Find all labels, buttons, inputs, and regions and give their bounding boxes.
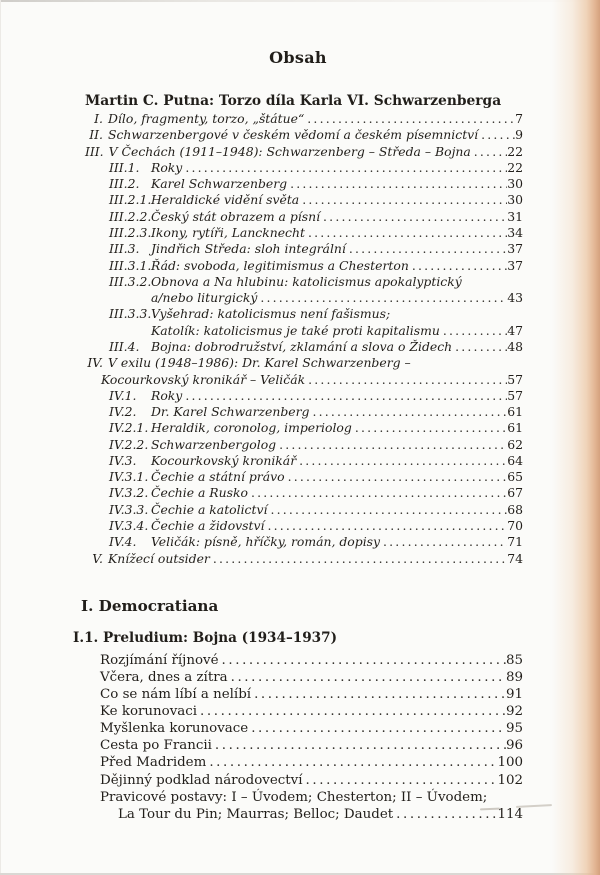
entry-page: 61 bbox=[507, 420, 523, 436]
dot-leader bbox=[264, 518, 507, 534]
toc-row bbox=[85, 258, 523, 274]
entry-number: V. bbox=[92, 550, 103, 566]
entry-page: 95 bbox=[505, 721, 523, 737]
toc-row bbox=[85, 485, 523, 501]
entry-number: III.1. bbox=[109, 159, 140, 175]
toc-row bbox=[85, 388, 523, 404]
entry-page: 62 bbox=[507, 436, 523, 452]
entry-title: V Čechách (1911–1948): Schwarzenberg – Středa – Bojna bbox=[108, 143, 471, 159]
entry-title: Čechie a katolictví bbox=[151, 501, 268, 517]
toc-row bbox=[85, 420, 523, 436]
entry-number: III.3.2. bbox=[109, 273, 152, 289]
toc-row bbox=[73, 754, 523, 771]
entry-title: Před Madridem bbox=[100, 755, 207, 771]
toc-row bbox=[73, 703, 523, 720]
scan-edge-left bbox=[0, 0, 1, 875]
toc-row bbox=[85, 274, 523, 290]
dot-leader bbox=[346, 241, 507, 257]
toc-row bbox=[73, 720, 523, 737]
entry-title: Co se nám líbí a nelíbí bbox=[100, 687, 252, 703]
entry-number: IV.1. bbox=[109, 387, 137, 403]
toc-row bbox=[85, 144, 523, 160]
entry-title: Heraldické vidění světa bbox=[151, 192, 300, 208]
toc-row bbox=[85, 127, 523, 143]
dot-leader bbox=[285, 469, 508, 485]
toc-row bbox=[85, 192, 523, 208]
entry-title: Pravicové postavy: I – Úvodem; Chesterton; II – Úvodem; bbox=[100, 789, 488, 805]
entry-page: 37 bbox=[507, 241, 523, 257]
dot-leader bbox=[320, 209, 507, 225]
toc-row bbox=[85, 453, 523, 469]
entry-title: a/nebo liturgický bbox=[151, 290, 258, 306]
dot-leader bbox=[409, 258, 507, 274]
entry-page: 48 bbox=[507, 338, 523, 354]
entry-title: Český stát obrazem a písní bbox=[151, 208, 321, 224]
entry-title: Ke korunovaci bbox=[100, 704, 198, 720]
entry-page: 9 bbox=[515, 127, 523, 143]
entry-title: Čechie a státní právo bbox=[151, 469, 285, 485]
toc-row bbox=[85, 241, 523, 257]
entry-number: III.3.3. bbox=[109, 306, 152, 322]
entry-page: 57 bbox=[507, 371, 523, 387]
entry-title: Myšlenka korunovace bbox=[100, 721, 249, 737]
toc-row bbox=[85, 551, 523, 567]
entry-page: 61 bbox=[507, 404, 523, 420]
entry-number: III.4. bbox=[109, 338, 140, 354]
entry-number: III.2.3. bbox=[109, 224, 152, 240]
entry-number: IV.3.3. bbox=[109, 501, 149, 517]
entry-title: Roky bbox=[151, 159, 183, 175]
dot-leader bbox=[299, 192, 507, 208]
entry-number: III.2.1. bbox=[109, 192, 152, 208]
page-title: Obsah bbox=[269, 48, 327, 67]
toc-row bbox=[85, 290, 523, 306]
entry-title: Veličák: písně, hříčky, román, dopisy bbox=[151, 534, 381, 550]
toc-row bbox=[85, 502, 523, 518]
entry-number: IV.2.1. bbox=[109, 420, 149, 436]
entry-number: III.3.1. bbox=[109, 257, 152, 273]
entry-page: 31 bbox=[507, 208, 523, 224]
toc-list bbox=[73, 111, 523, 567]
entry-number: I. bbox=[94, 111, 103, 126]
toc-row bbox=[85, 404, 523, 420]
toc-row bbox=[85, 469, 523, 485]
entry-page: 43 bbox=[507, 290, 523, 306]
entry-page: 96 bbox=[505, 738, 523, 754]
entry-number: III. bbox=[85, 143, 104, 159]
entry-title: Čechie a židovství bbox=[151, 518, 265, 534]
dot-leader bbox=[440, 323, 507, 339]
dot-leader bbox=[471, 144, 507, 160]
toc-row bbox=[73, 669, 523, 686]
toc-row bbox=[85, 437, 523, 453]
toc-page-content bbox=[73, 48, 523, 823]
entry-page: 92 bbox=[505, 704, 523, 720]
toc-row bbox=[85, 323, 523, 339]
entry-page: 114 bbox=[497, 806, 523, 822]
entry-title: V exilu (1948–1986): Dr. Karel Schwarzenberg – bbox=[108, 355, 411, 371]
entry-page: 30 bbox=[507, 176, 523, 192]
entry-page: 22 bbox=[507, 143, 523, 159]
toc-row bbox=[73, 789, 523, 806]
entry-title: La Tour du Pin; Maurras; Belloc; Daudet bbox=[118, 806, 394, 822]
toc-row bbox=[85, 306, 523, 322]
entry-title: Obnova a Na hlubinu: katolicismus apokalyptický bbox=[151, 273, 462, 289]
section-heading: I. Democratiana bbox=[81, 596, 219, 615]
entry-title: Karel Schwarzenberg bbox=[151, 176, 288, 192]
toc-row bbox=[85, 176, 523, 192]
dot-leader bbox=[452, 339, 507, 355]
scan-edge-top bbox=[0, 0, 600, 2]
entry-page: 22 bbox=[507, 159, 523, 175]
toc-row bbox=[73, 652, 523, 669]
dot-leader bbox=[228, 669, 506, 686]
dot-leader bbox=[478, 127, 515, 143]
dot-leader bbox=[305, 372, 507, 388]
entry-title: Knížecí outsider bbox=[108, 550, 210, 566]
entry-number: III.3. bbox=[109, 241, 140, 257]
dot-leader bbox=[267, 502, 507, 518]
entry-number: IV. bbox=[87, 355, 103, 371]
entry-title: Řád: svoboda, legitimismus a Chesterton bbox=[151, 257, 409, 273]
toc-row bbox=[85, 518, 523, 534]
toc-row bbox=[73, 686, 523, 703]
entry-page: 89 bbox=[505, 669, 523, 685]
entry-title: Vyšehrad: katolicismus není fašismus; bbox=[151, 306, 391, 322]
toc-row bbox=[85, 111, 523, 127]
chapter-heading: Martin C. Putna: Torzo díla Karla VI. Schwarzenberga bbox=[85, 93, 502, 109]
entry-title: Cesta po Francii bbox=[100, 738, 212, 754]
dot-leader bbox=[182, 160, 507, 176]
entry-number: II. bbox=[89, 127, 103, 143]
dot-leader bbox=[380, 534, 507, 550]
toc-row bbox=[73, 737, 523, 754]
dot-leader bbox=[276, 437, 507, 453]
dot-leader bbox=[248, 720, 506, 737]
dot-leader bbox=[206, 754, 497, 771]
dot-leader bbox=[296, 453, 507, 469]
entry-page: 91 bbox=[505, 687, 523, 703]
toc-row bbox=[85, 160, 523, 176]
entry-page: 30 bbox=[507, 192, 523, 208]
toc-row bbox=[73, 772, 523, 789]
dot-leader bbox=[257, 290, 507, 306]
dot-leader bbox=[303, 772, 498, 789]
toc-row bbox=[85, 209, 523, 225]
entry-number: III.2.2. bbox=[109, 208, 152, 224]
entry-page: 65 bbox=[507, 469, 523, 485]
entry-page: 71 bbox=[507, 534, 523, 550]
entry-number: IV.2. bbox=[109, 404, 137, 420]
dot-leader bbox=[210, 551, 507, 567]
dot-leader bbox=[212, 737, 506, 754]
entry-title: Kocourkovský kronikář – Veličák bbox=[101, 371, 306, 387]
dot-leader bbox=[251, 686, 506, 703]
entry-title: Schwarzenbergolog bbox=[151, 436, 277, 452]
dot-leader bbox=[304, 111, 515, 127]
entry-number: IV.3.4. bbox=[109, 518, 149, 534]
toc-row bbox=[85, 355, 523, 371]
dot-leader bbox=[182, 388, 507, 404]
toc-row bbox=[73, 806, 523, 823]
entry-page: 85 bbox=[505, 652, 523, 668]
dot-leader bbox=[305, 225, 507, 241]
dot-leader bbox=[197, 703, 506, 720]
dot-leader bbox=[248, 485, 507, 501]
entry-page: 100 bbox=[497, 755, 523, 771]
dot-leader bbox=[219, 652, 506, 669]
entry-page: 7 bbox=[515, 111, 523, 126]
entry-page: 70 bbox=[507, 518, 523, 534]
entry-title: Roky bbox=[151, 387, 183, 403]
entry-title: Kocourkovský kronikář bbox=[151, 452, 297, 468]
entry-title: Jindřich Středa: sloh integrální bbox=[151, 241, 346, 257]
entry-title: Dílo, fragmenty, torzo, „štátue“ bbox=[108, 111, 305, 126]
dot-leader bbox=[287, 176, 507, 192]
toc-row bbox=[85, 339, 523, 355]
entry-number: III.2. bbox=[109, 176, 140, 192]
entry-page: 57 bbox=[507, 387, 523, 403]
entry-title: Dr. Karel Schwarzenberg bbox=[151, 404, 310, 420]
entry-page: 34 bbox=[507, 224, 523, 240]
subsection-heading: I.1. Preludium: Bojna (1934–1937) bbox=[73, 629, 338, 646]
entry-page: 67 bbox=[507, 485, 523, 501]
entry-page: 64 bbox=[507, 452, 523, 468]
entry-page: 68 bbox=[507, 501, 523, 517]
entry-page: 102 bbox=[497, 772, 523, 788]
toc-row bbox=[85, 372, 523, 388]
entry-title: Dějinný podklad národovectví bbox=[100, 772, 303, 788]
entry-page: 37 bbox=[507, 257, 523, 273]
entry-title: Včera, dnes a zítra bbox=[100, 669, 228, 685]
entry-number: IV.3.2. bbox=[109, 485, 149, 501]
entry-number: IV.3.1. bbox=[109, 469, 149, 485]
entry-title: Ikony, rytíři, Lancknecht bbox=[151, 224, 305, 240]
entry-number: IV.2.2. bbox=[109, 436, 149, 452]
page-edge-shadow bbox=[552, 0, 600, 875]
toc-row bbox=[85, 225, 523, 241]
entry-title: Rozjímání říjnové bbox=[100, 652, 219, 668]
entry-page: 47 bbox=[507, 322, 523, 338]
toc-row bbox=[85, 534, 523, 550]
dot-leader bbox=[393, 806, 497, 823]
entry-title: Heraldik, coronolog, imperiolog bbox=[151, 420, 352, 436]
entry-title: Schwarzenbergové v českém vědomí a českém písemnictví bbox=[108, 127, 479, 143]
entry-page: 74 bbox=[507, 550, 523, 566]
entry-title: Bojna: dobrodružství, zklamání a slova o Židech bbox=[151, 338, 453, 354]
entry-title: Čechie a Rusko bbox=[151, 485, 248, 501]
prelude-toc-list bbox=[73, 652, 523, 823]
dot-leader bbox=[352, 420, 507, 436]
entry-number: IV.4. bbox=[109, 534, 137, 550]
entry-number: IV.3. bbox=[109, 452, 137, 468]
dot-leader bbox=[309, 404, 507, 420]
entry-title: Katolík: katolicismus je také proti kapitalismu bbox=[151, 322, 440, 338]
